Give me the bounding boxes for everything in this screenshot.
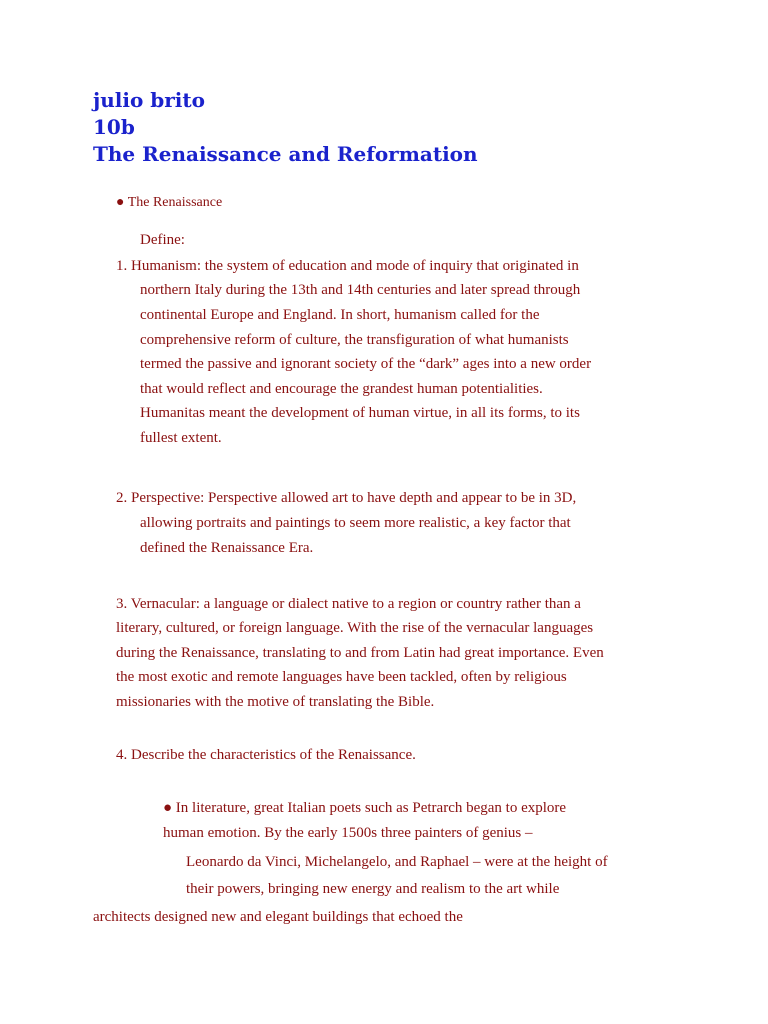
definition-line: that would reflect and encourage the grandest human potentialities. <box>140 381 543 397</box>
class-grade: 10b <box>93 115 135 139</box>
definition-line: northern Italy during the 13th and 14th centuries and later spread through <box>140 282 581 298</box>
definition-line: the most exotic and remote languages have been tackled, often by religious <box>116 669 567 685</box>
definition-line: continental Europe and England. In short, humanism called for the <box>140 307 540 323</box>
definition-line: during the Renaissance, translating to and from Latin had great importance. Even <box>116 645 604 661</box>
definition-line: termed the passive and ignorant society of the “dark” ages into a new order <box>140 356 592 372</box>
answer-line: their powers, bringing new energy and realism to the art while <box>186 881 560 897</box>
define-label: Define: <box>140 232 185 248</box>
definition-line: 2. Perspective: Perspective allowed art to have depth and appear to be in 3D, <box>116 490 577 506</box>
answer-line: Leonardo da Vinci, Michelangelo, and Raphael – were at the height of <box>186 854 608 870</box>
definition-line: missionaries with the motive of translating the Bible. <box>116 694 435 710</box>
section-bullet: ● The Renaissance <box>116 195 223 210</box>
question-text: 4. Describe the characteristics of the Renaissance. <box>116 747 416 763</box>
answer-line: ● In literature, great Italian poets such as Petrarch began to explore <box>163 800 567 816</box>
definition-line: 1. Humanism: the system of education and mode of inquiry that originated in <box>116 258 579 274</box>
definition-line: allowing portraits and paintings to seem more realistic, a key factor that <box>140 515 571 531</box>
page-title: The Renaissance and Reformation <box>93 142 478 166</box>
definition-line: Humanitas meant the development of human virtue, in all its forms, to its <box>140 405 580 421</box>
author-name: julio brito <box>93 88 205 112</box>
definition-line: defined the Renaissance Era. <box>140 540 314 556</box>
definition-line: 3. Vernacular: a language or dialect native to a region or country rather than a <box>116 596 581 612</box>
definition-line: comprehensive reform of culture, the transfiguration of what humanists <box>140 332 569 348</box>
answer-line: architects designed new and elegant buildings that echoed the <box>93 909 463 925</box>
definition-line: literary, cultured, or foreign language. With the rise of the vernacular languages <box>116 620 594 636</box>
answer-line: human emotion. By the early 1500s three painters of genius – <box>163 825 533 841</box>
definition-line: fullest extent. <box>140 430 222 446</box>
